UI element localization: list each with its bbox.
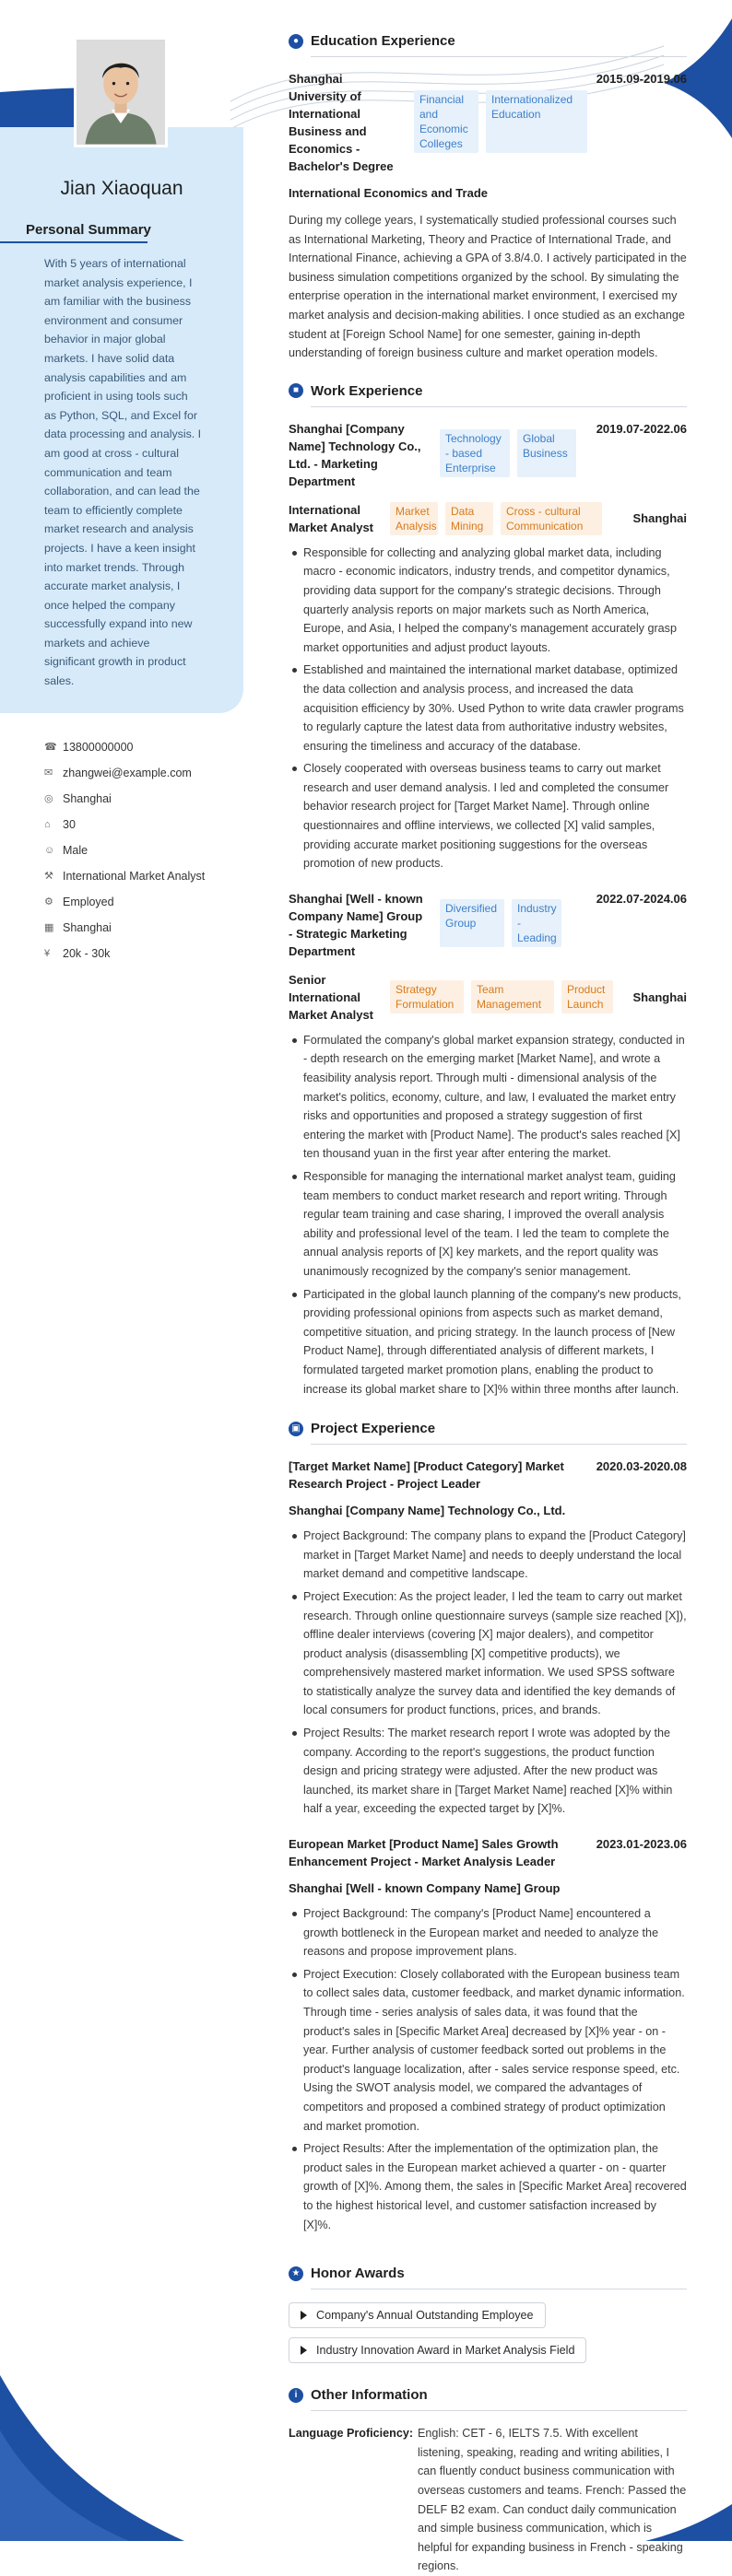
work-date: 2019.07-2022.06 xyxy=(596,421,687,436)
project-name: [Target Market Name] [Product Category] Market Research Project - Project Leader xyxy=(289,1459,564,1492)
status-icon: ⚙ xyxy=(44,896,53,907)
skill-tags xyxy=(390,502,602,535)
salary-icon: ¥ xyxy=(44,948,51,959)
school-name: Shanghai University of International Business and Economics - Bachelor's Degree xyxy=(289,72,394,173)
project-entry xyxy=(289,1835,687,2234)
skill-tag: Strategy Formulation xyxy=(390,980,464,1013)
gender-icon: ☺ xyxy=(44,845,55,856)
company-tag: Technology - based Enterprise xyxy=(440,429,510,477)
project-bullets xyxy=(289,1527,687,1819)
company-name: Shanghai [Company Name] Technology Co., Ltd. - Marketing Department xyxy=(289,421,421,488)
language-row xyxy=(289,2424,687,2576)
job-city: Shanghai xyxy=(632,989,687,1004)
education-tag: Financial and Economic Colleges xyxy=(414,90,478,153)
job-city: Shanghai xyxy=(632,511,687,526)
job-bullets xyxy=(289,1031,687,1399)
contact-list xyxy=(44,739,229,971)
work-header xyxy=(289,383,687,399)
contact-phone: ☎ 13800000000 xyxy=(44,741,134,754)
company-name: Shanghai [Well - known Company Name] Group - Strategic Marketing Department xyxy=(289,891,423,958)
project-bullet: Project Execution: Closely collaborated with the European business team to collect sales data, customer feedback, and market dynamic information. Through time - series analysis of sales data, it was found that the product's sales in [Specific Market Area] decreased by [X]% year - on - year. Further analysis of customer feedback sorted out problems in the product's language localization, after - sales service response speed, etc. Using the SWOT analysis model, we compared the advantages of competitors and proposed a combined strategy of product optimization and market promotion. xyxy=(289,1965,687,2136)
phone-icon: ☎ xyxy=(44,742,57,753)
project-bullet: Project Results: After the implementation of the optimization plan, the product sales in the European market achieved a quarter - on - quarter growth of [X]%. Among them, the sales in [Specific Market Area] recovered to the highest historical level, and customer satisfaction increased by [X]%. xyxy=(289,2139,687,2234)
job-bullets xyxy=(289,544,687,873)
education-header xyxy=(289,33,687,49)
project-entry xyxy=(289,1458,687,1819)
summary-divider xyxy=(0,241,148,243)
work-entry xyxy=(289,420,687,873)
award-item: Industry Innovation Award in Market Analysis Field xyxy=(289,2337,586,2363)
contact-location: ◎ Shanghai xyxy=(44,792,112,805)
education-tag: Internationalized Education xyxy=(486,90,587,153)
job-role: International Market Analyst xyxy=(289,502,373,534)
city-icon: ▦ xyxy=(44,922,54,933)
location-icon: ◎ xyxy=(44,793,53,804)
education-title: Education Experience xyxy=(311,33,455,49)
education-divider xyxy=(311,56,687,57)
education-major: International Economics and Trade xyxy=(289,186,488,200)
other-divider xyxy=(311,2410,687,2411)
project-bullet: Project Background: The company's [Product Name] encountered a growth bottleneck in the European market and needed to analyze the reasons and propose improvement plans. xyxy=(289,1904,687,1961)
triangle-icon xyxy=(301,2346,307,2355)
contact-age: ⌂ 30 xyxy=(44,818,76,831)
project-bullet: Project Background: The company plans to expand the [Product Category] market in [Target Market Name] and needs to deeply understand the local market demand and competitive landscape. xyxy=(289,1527,687,1584)
job-bullet: Responsible for managing the international market analyst team, guiding team members to conduct market research and report writing. Through regular team training and case sharing, I improved the overall analysis ability and professional level of the team. I led the team to complete the annual analysis reports of [X] key markets, and the report quality was unanimously recognized by the company's senior management. xyxy=(289,1167,687,1282)
job-bullet: Responsible for collecting and analyzing global market data, including macro - economic indicators, industry trends, and competitor dynamics, providing data support for the company's strategic decisions. Through quarterly analysis reports on major markets such as North America, Europe, and Asia, I helped the company's management accurately grasp market opportunities and adjust product layouts. xyxy=(289,544,687,658)
skill-tag: Data Mining xyxy=(445,502,493,535)
award-icon: ★ xyxy=(289,2266,303,2281)
personal-summary-text: With 5 years of international market analysis experience, I am familiar with the business environment and consumer behavior in major global markets. I have solid data analysis capabilities and am proficient in using tools such as Python, SQL, and Excel for data processing and analysis. I am good at cross - cultural communication and team collaboration, and can lead the team to efficiently complete market research and analysis projects. I have a keen insight into market trends. Through accurate market analysis, I once helped the company successfully expand into new markets and achieve significant growth in product sales. xyxy=(44,257,202,688)
profile-photo xyxy=(77,40,165,145)
job-role: Senior International Market Analyst xyxy=(289,972,373,1022)
work-date: 2022.07-2024.06 xyxy=(596,891,687,906)
honor-title: Honor Awards xyxy=(311,2266,405,2282)
work-divider xyxy=(311,406,687,407)
job-bullet: Established and maintained the international market database, optimized the data collection and analysis process, and increased the data acquisition efficiency by 30%. Used Python to write data crawler programs to regularly capture the latest data from authoritative industry websites, ensuring the timeliness and accuracy of the database. xyxy=(289,661,687,755)
work-title: Work Experience xyxy=(311,382,423,399)
project-header xyxy=(289,1421,687,1436)
company-tag: Industry - Leading xyxy=(512,899,561,947)
main-column xyxy=(289,33,687,2576)
education-date: 2015.09-2019.06 xyxy=(596,72,687,86)
other-header xyxy=(289,2387,687,2403)
job-bullet: Participated in the global launch planning of the company's new products, providing professional opinions from aspects such as market demand, competitive situation, and pricing strategy. In the launch process of [New Product Name], through differentiated analysis of different markets, I formulated targeted market promotion plans, enabling the product to increase its global market share to [X]% within three months after launch. xyxy=(289,1285,687,1399)
personal-summary-title: Personal Summary xyxy=(26,222,151,238)
candidate-name: Jian Xiaoquan xyxy=(60,178,183,199)
education-description: During my college years, I systematically studied professional courses such as International Marketing, Theory and Practice of International Trade, and International Finance, achieving a GPA of 3.8/4.0. I actively participated in the business simulation competitions organized by the school. By simulating the enterprise operation in the international market environment, I exercised my market analysis and decision-making abilities. I once studied as an exchange student at [Foreign School Name] for one semester, gaining in-depth understanding of foreign business culture and market operation models. xyxy=(289,214,687,360)
language-label: Language Proficiency: xyxy=(289,2427,414,2441)
triangle-icon xyxy=(301,2311,307,2320)
skill-tag: Product Launch xyxy=(561,980,613,1013)
award-item: Company's Annual Outstanding Employee xyxy=(289,2302,546,2328)
company-tag: Diversified Group xyxy=(440,899,504,947)
education-entry xyxy=(289,70,687,175)
position-icon: ⚒ xyxy=(44,871,53,882)
company-tag: Global Business xyxy=(517,429,576,477)
award-list xyxy=(289,2302,687,2372)
avatar xyxy=(74,37,168,147)
contact-city: ▦ Shanghai xyxy=(44,921,112,934)
age-icon: ⌂ xyxy=(44,819,51,830)
project-icon: ▣ xyxy=(289,1422,303,1436)
contact-gender: ☺ Male xyxy=(44,844,89,857)
contact-position: ⚒ International Market Analyst xyxy=(44,870,206,883)
project-date: 2020.03-2020.08 xyxy=(596,1459,687,1474)
project-date: 2023.01-2023.06 xyxy=(596,1837,687,1852)
skill-tags xyxy=(390,980,613,1013)
job-bullet: Closely cooperated with overseas business teams to carry out market research and user demand analysis. I led and completed the consumer behavior research project for [Target Market Name]. Through online questionnaires and offline interviews, we collected [X] valid samples, providing accurate market positioning suggestions for the overseas promotion of new products. xyxy=(289,759,687,873)
company-tags xyxy=(440,899,561,947)
other-title: Other Information xyxy=(311,2387,428,2404)
contact-email: ✉ zhangwei@example.com xyxy=(44,767,192,779)
work-entry xyxy=(289,890,687,1399)
education-tags xyxy=(414,90,587,153)
honor-header xyxy=(289,2266,687,2281)
info-icon: i xyxy=(289,2388,303,2403)
project-divider xyxy=(311,1444,687,1445)
contact-status: ⚙ Employed xyxy=(44,896,114,908)
skill-tag: Market Analysis xyxy=(390,502,438,535)
briefcase-icon: ■ xyxy=(289,383,303,398)
job-bullet: Formulated the company's global market expansion strategy, conducted in - depth research on the emerging market [Market Name], and wrote a feasibility analysis report. Through multi - dimensional analysis of the market's politics, economy, culture, and law, I evaluated the market entry risks and opportunities and proposed a strategy suggestion of first entering the market with [Product Name]. The product's sales reached [X] ten thousand yuan in the first year after entering the market. xyxy=(289,1031,687,1164)
company-tags xyxy=(440,429,576,477)
contact-salary: ¥ 20k - 30k xyxy=(44,947,111,960)
project-org: Shanghai [Company Name] Technology Co., Ltd. xyxy=(289,1504,566,1518)
project-org: Shanghai [Well - known Company Name] Group xyxy=(289,1881,561,1896)
language-value: English: CET - 6, IELTS 7.5. With excellent listening, speaking, reading and writing abilities, I can fluently conduct business communication with overseas customers and teams. French: Passed the DELF B2 exam. Can conduct daily communication and simple business communication, which is helpful for expanding business in French - speaking regions. xyxy=(418,2427,687,2573)
education-icon: ● xyxy=(289,34,303,49)
project-bullet: Project Execution: As the project leader, I led the team to carry out market research. Through online questionnaire surveys (sample size reached [X]), offline dealer interviews (covering [X] major dealers), and competitor product analysis (disassembling [X] competitive products), we comprehensively mastered market information. We used SPSS software to statistically analyze the survey data and identified the key demands of local consumers for product functions, prices, and brands. xyxy=(289,1587,687,1720)
project-bullets xyxy=(289,1904,687,2234)
skill-tag: Team Management xyxy=(471,980,554,1013)
skill-tag: Cross - cultural Communication xyxy=(501,502,602,535)
project-title: Project Experience xyxy=(311,1421,436,1437)
project-bullet: Project Results: The market research report I wrote was adopted by the company. According to the report's suggestions, the product function design and pricing strategy were adjusted. After the new product was launched, its market share in [Target Market Name] reached [X]% within half a year, exceeding the expected target by [X]%. xyxy=(289,1724,687,1819)
project-name: European Market [Product Name] Sales Growth Enhancement Project - Market Analysis Leader xyxy=(289,1837,559,1869)
mail-icon: ✉ xyxy=(44,767,53,779)
